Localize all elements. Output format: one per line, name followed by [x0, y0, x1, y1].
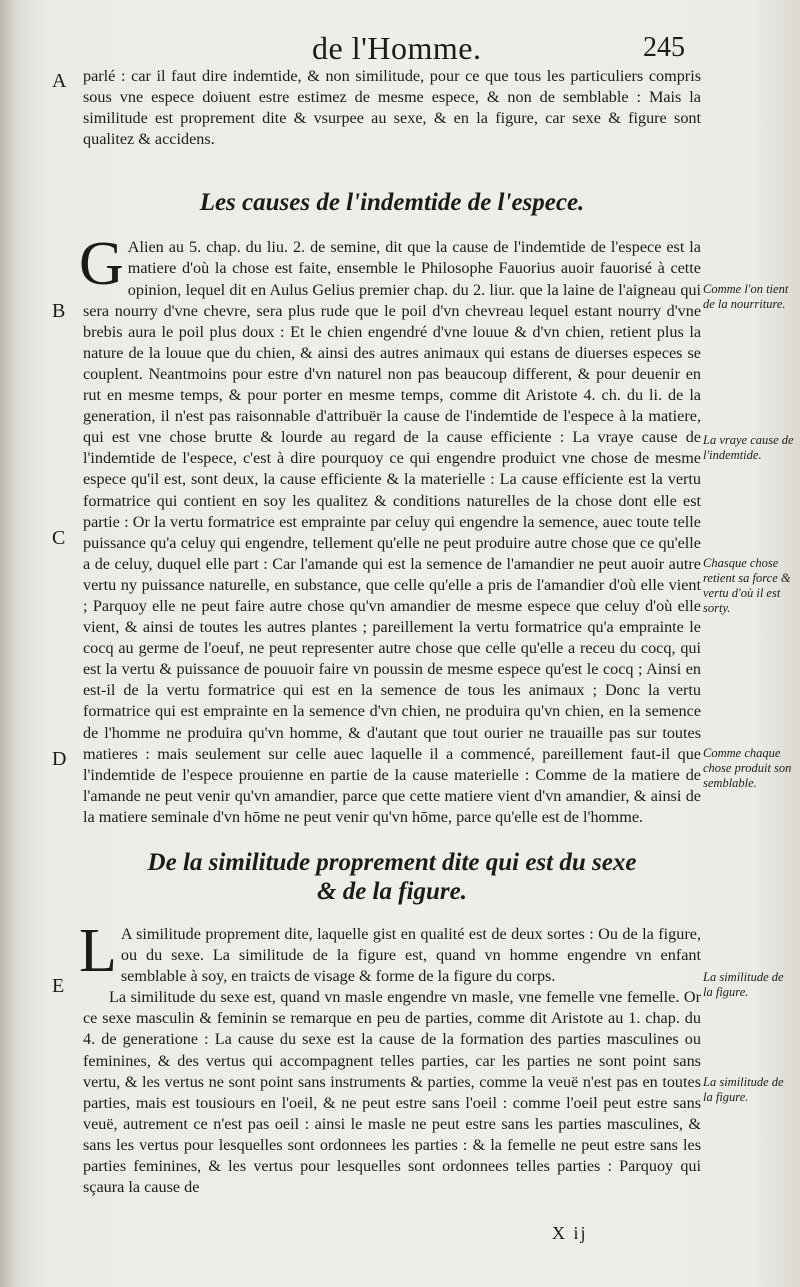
margin-note-chasque-chose: Chasque chose retient sa force & vertu d'où il est sorty. [703, 556, 791, 615]
drop-cap-g: G [79, 230, 124, 299]
section-heading-similitude-line1: De la similitude proprement dite qui est du sexe [147, 849, 637, 876]
drop-cap-l: L [79, 917, 117, 985]
margin-note-nourriture: Comme l'on tient de la nourriture. [703, 282, 789, 311]
section-letter-e: E [52, 975, 65, 997]
section-heading-similitude [83, 848, 701, 906]
page-header [0, 28, 800, 68]
margin-note-similitude-1: La similitude de la figure. [703, 970, 784, 999]
section-heading-similitude-line2: & de la figure. [317, 878, 467, 905]
running-title: de l'Homme. [312, 30, 482, 66]
main-text [79, 66, 701, 1198]
paragraph-galien [79, 230, 701, 828]
margin-note-vraye-cause: La vraye cause de l'indemtide. [703, 433, 794, 462]
paragraph-similitude-text: A similitude proprement dite, laquelle gist en qualité est de deux sortes : Ou de la figure, ou du sexe. La similitude de la figure est, quand vn homme engendre vn enfant semblable à soy, en traicts de visage & forme de la figure du corps. [120, 925, 701, 986]
paragraph-sexe: La similitude du sexe est, quand vn masle engendre vn masle, vne femelle vne femelle. Or ce sexe masculin & feminin se remarque en peu de parties, comme dit Aristote au 1. chap. du 4. de generatione : La cause du sexe est la cause de la formation des parties masculines ou feminines, & des vertus qui accompagnent telles parties, car les parties ne sont point sans vertu, & les vertus ne sont point sans instruments & parties, comme la veuë n'est pas en toutes parties, mais est tousiours en l'oeil, & ne peut estre sans l'oeil : comme l'oeil peut estre sans veuë, autrement ce n'est pas oeil : ainsi le masle ne peut estre sans les parties masculines, & sans les vertus pour lesquelles sont ordonnees les parties : & la femelle ne peut estre sans les parties feminines, & les vertus pour lesquelles sont ordonnees telles parties : Parquoy qui sçaura la cause de [83, 988, 701, 1197]
section-letter-c: C [52, 527, 66, 549]
signature-mark: X ij [552, 1223, 588, 1243]
section-letter-b: B [52, 300, 66, 322]
binding-shadow [0, 0, 18, 1287]
section-letter-d: D [52, 748, 67, 770]
paragraph-similitude [79, 917, 701, 987]
section-letter-a: A [52, 70, 67, 92]
paragraph-galien-text: Alien au 5. chap. du liu. 2. de semine, dit que la cause de l'indemtide de l'espece est la matiere d'où la chose est faite, ensemble le Philosophe Fauorius auoir fauorisé à cette opinion, lequel dit en Aulus Gelius premier chap. du 2. liur. que la laine de l'aigneau qui sera nourry d'vne chevre, sera plus rude que le poil d'vn chevreau lequel estant nourry d'vne brebis aura le poil plus doux : Et le chien engendré d'vne louue & d'vn chien, retient plus la nature de la louue que du chien, & ainsi des autres animaux qui estans de diuerses especes se couplent. Neantmoins pour estre d'vn naturel non pas beaucoup different, & pour deuenir en rut en mesme temps, & pour porter en mesme temps, comme dit Aristote 4. ch. du li. de la generation, il n'est pas raisonnable d'attribuër la cause de l'indemtide de l'espece à la matiere, qui est vne chose brutte & lourde au regard de la cause efficiente : La vraye cause de l'indemtide de l'espece, c'est à dire pourquoy ce qui engendre produict vne chose de mesme espece qu'il est, sont deux, la cause efficiente & la materielle : La cause efficiente est la vertu formatrice qui contient en soy les qualitez & conditions naturelles de la chose dont elle est partie : Or la vertu formatrice est emprainte par celuy qui engendre la semence, auec toute telle puissance qu'a celuy qui engendre, tellement qu'elle ne peut produire autre chose que ce qu'elle a de celuy, duquel elle part : Car l'amande qui est la semence de l'amandier ne peut auoir autre vertu ny puissance naturelle, en substance, que celle qu'elle a pris de l'amandier d'où elle vient ; Parquoy elle ne peut faire autre chose qu'vn amandier de mesme espece que celuy d'où elle vient, & ainsi de toutes les autres plantes ; pareillement la vertu formatrice qu'a emprainte le cocq au germe de l'oeuf, ne peut representer autre chose que celle qu'elle a receu du cocq, qui est la vertu & puissance de pouuoir faire vn poussin de mesme espece qu'est le cocq ; Ainsi en est-il de la vertu formatrice qui est en la semence de tous les animaux ; Donc la vertu formatrice qui est emprainte en la semence d'vn chien, ne produira qu'vn chien, en la semence de l'homme ne produira qu'vn homme, & d'autant que tout ourier ne trauaille pas sur toutes matieres : mais seulement sur celle auec laquelle il a commencé, pareillement faut-il que l'indemtide de l'espece prouienne en partie de la cause materielle : Comme de la matiere de l'amande ne peut venir qu'vn amandier, parce que cette matiere vient d'vn amandier, & ainsi de la matiere seminale d'vn hōme ne peut venir qu'vn hōme, parce qu'elle est de l'homme. [83, 238, 701, 826]
section-heading-indemtide: Les causes de l'indemtide de l'espece. [199, 189, 585, 217]
paragraph-opening: parlé : car il faut dire indemtide, & non similitude, pour ce que tous les particuliers compris sous vne espece doiuent estre estimez de mesme espece, & non de semblable : Mais la similitude est proprement dite & vsurpee au sexe, & en la figure, car sexe & figure sont qualitez & accidens. [83, 67, 701, 149]
margin-note-semblable: Comme chaque chose produit son semblable. [703, 746, 792, 790]
page-number: 245 [643, 32, 685, 63]
margin-note-similitude-2: La similitude de la figure. [703, 1075, 784, 1104]
